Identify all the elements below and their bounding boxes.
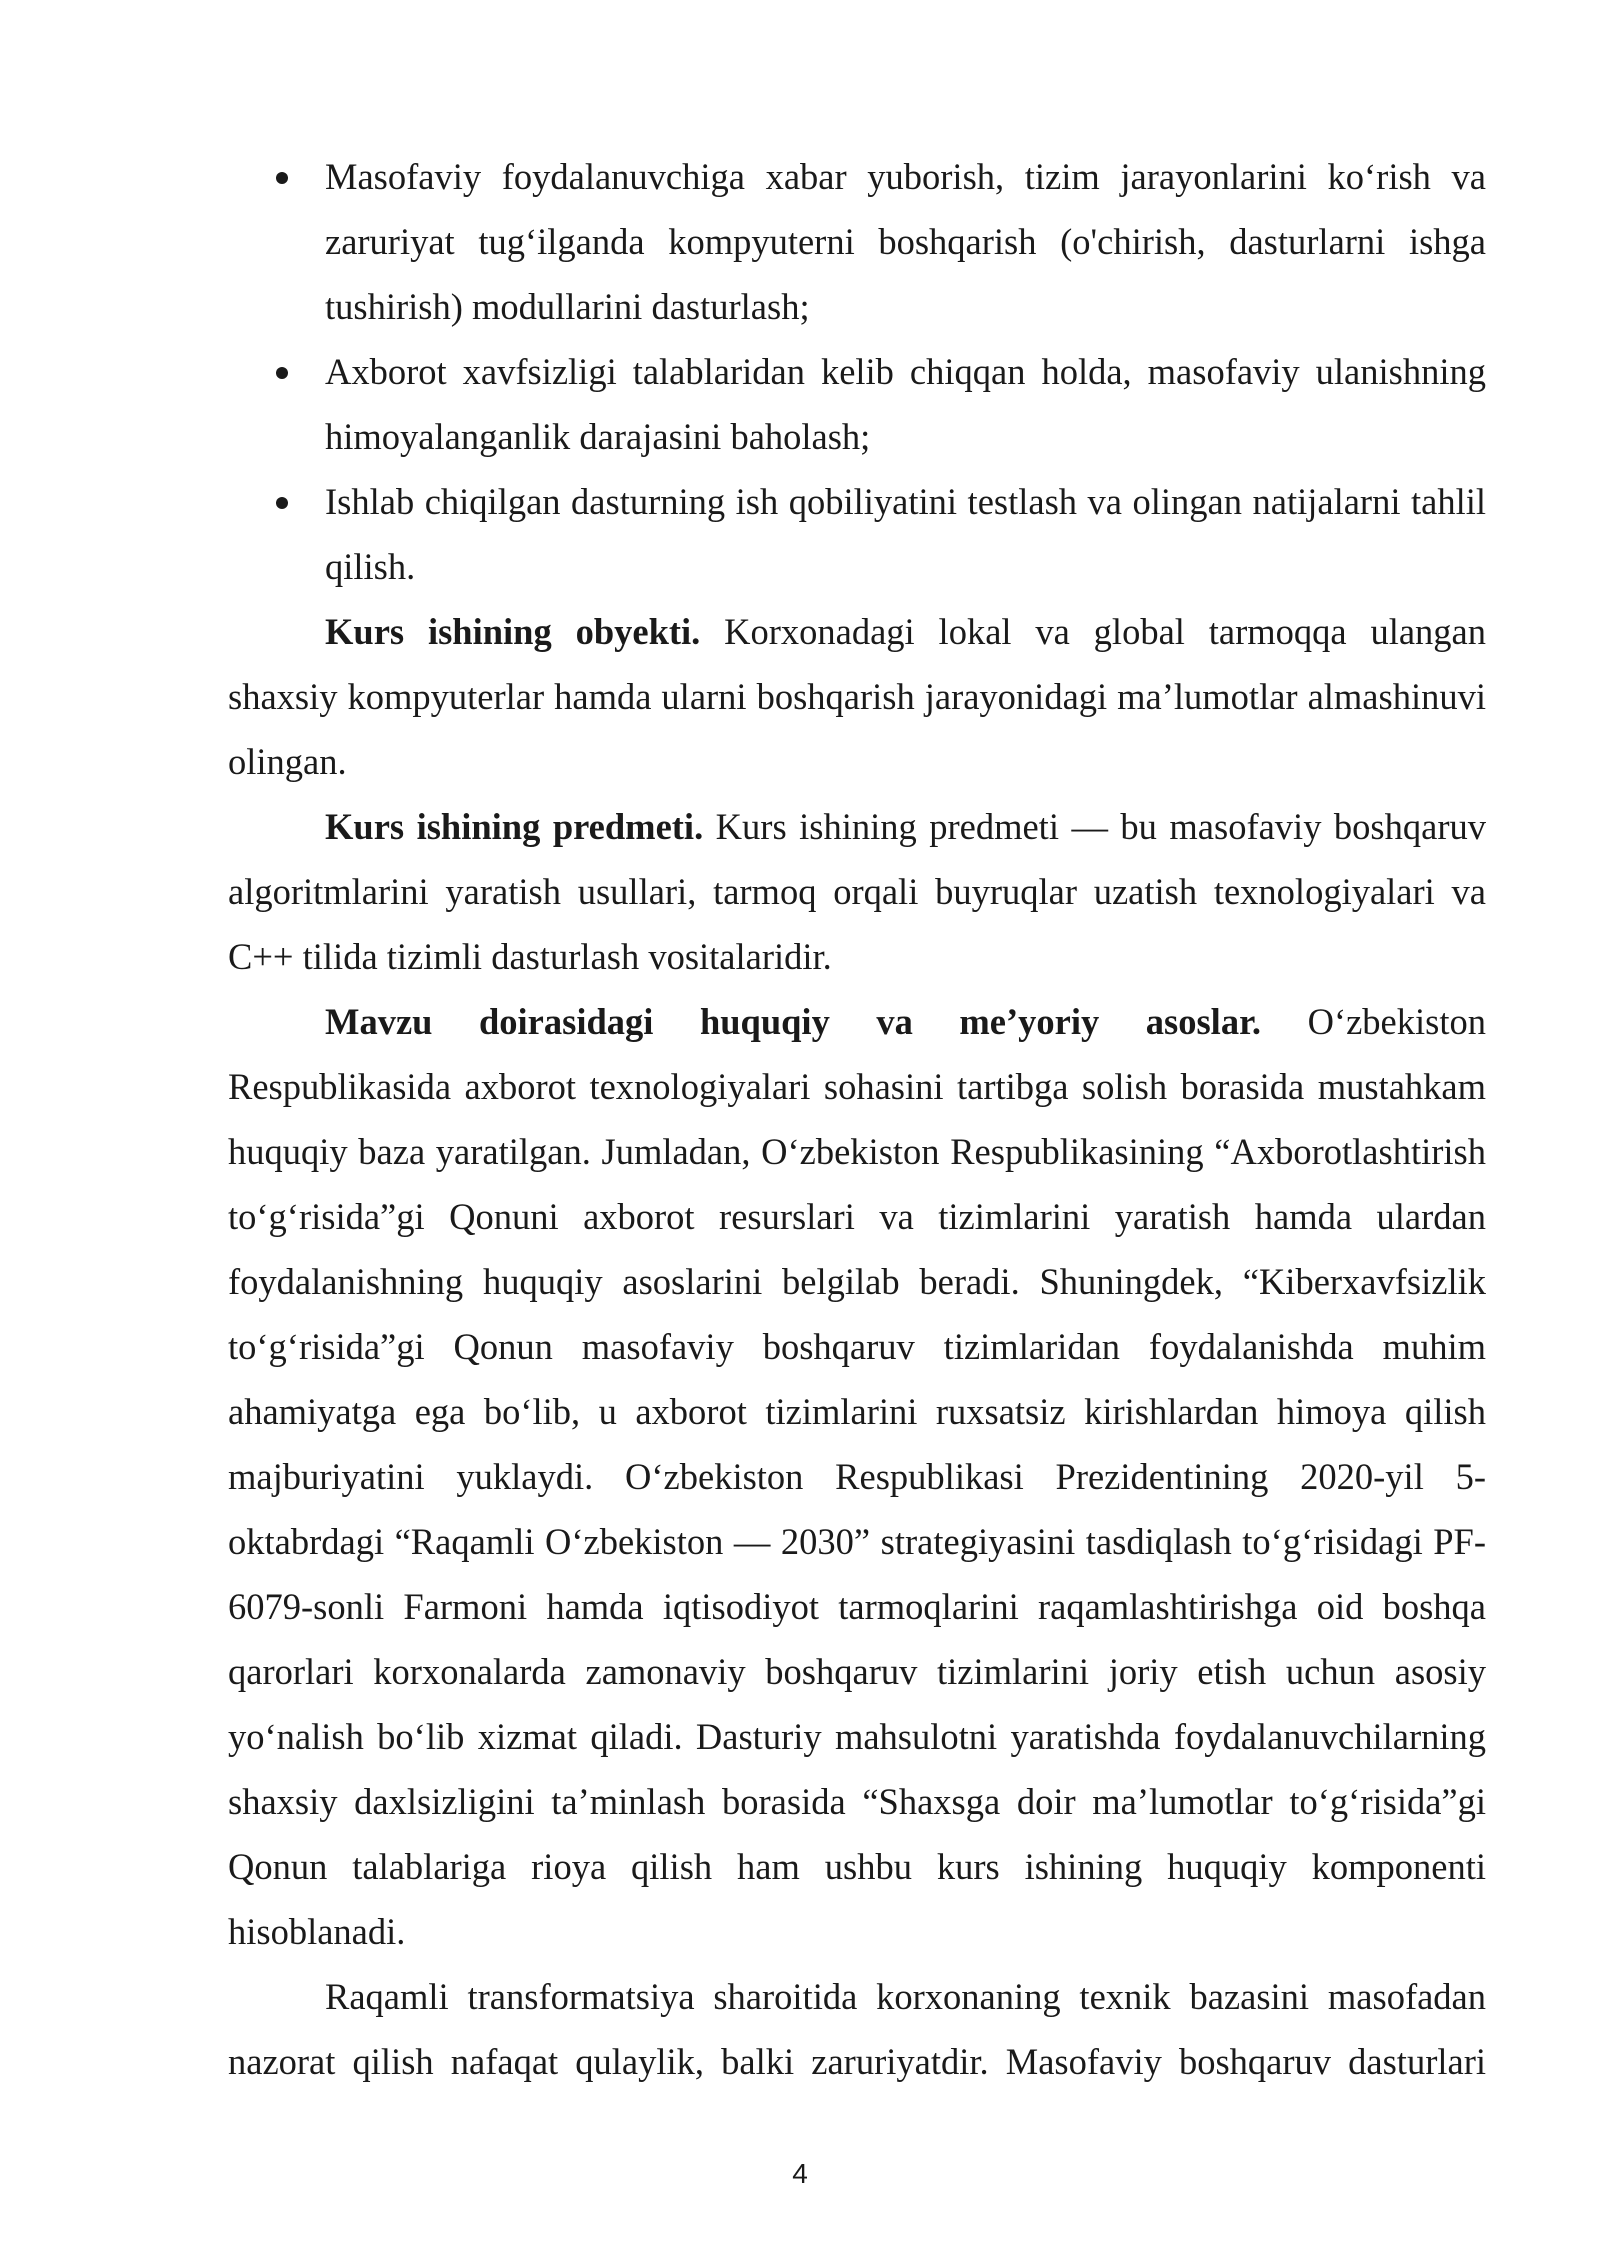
- list-item-text: Masofaviy foydalanuvchiga xabar yuborish, tizim jarayonlarini ko‘rish va zaruriyat tug‘ilganda kompyuterni boshqarish (o'chirish, dasturlarni ishga tushirish) modullarini dasturlash;: [325, 156, 1486, 327]
- paragraph-heading: Kurs ishining predmeti.: [325, 806, 704, 847]
- list-item: [228, 144, 1486, 339]
- paragraph-text: Raqamli transformatsiya sharoitida korxonaning texnik bazasini masofadan nazorat qilish nafaqat qulaylik, balki zaruriyatdir. Masofaviy boshqaruv dasturlari: [228, 1976, 1486, 2082]
- page-content: [228, 144, 1486, 2094]
- bullet-icon: [276, 497, 288, 509]
- list-item-text: Axborot xavfsizligi talablaridan kelib chiqqan holda, masofaviy ulanishning himoyalanganlik darajasini baholash;: [325, 351, 1486, 457]
- list-item-text: Ishlab chiqilgan dasturning ish qobiliyatini testlash va olingan natijalarni tahlil qilish.: [325, 481, 1486, 587]
- paragraph-heading: Mavzu doirasidagi huquqiy va me’yoriy asoslar.: [325, 1001, 1262, 1042]
- paragraph-heading: Kurs ishining obyekti.: [325, 611, 701, 652]
- task-list: [228, 144, 1486, 599]
- bullet-icon: [276, 172, 288, 184]
- page-number: 4: [792, 2158, 808, 2189]
- paragraph-object: [228, 599, 1486, 794]
- paragraph-closing: [228, 1964, 1486, 2094]
- list-item: [228, 469, 1486, 599]
- paragraph-text: Kurs ishining predmeti — bu masofaviy boshqaruv algoritmlarini yaratish usullari, tarmoq orqali buyruqlar uzatish texnologiyalari va C++ tilida tizimli dasturlash vositalaridir.: [228, 806, 1486, 977]
- bullet-icon: [276, 367, 288, 379]
- paragraph-text: Korxonadagi lokal va global tarmoqqa ulangan shaxsiy kompyuterlar hamda ularni boshqarish jarayonidagi ma’lumotlar almashinuvi olingan.: [228, 611, 1486, 782]
- paragraph-legal-basis: [228, 989, 1486, 1964]
- list-item: [228, 339, 1486, 469]
- paragraph-subject: [228, 794, 1486, 989]
- paragraph-text: O‘zbekiston Respublikasida axborot texnologiyalari sohasini tartibga solish borasida mustahkam huquqiy baza yaratilgan. Jumladan, O‘zbekiston Respublikasining “Axborotlashtirish to‘g‘risida”gi Qonuni axborot resurslari va tizimlarini yaratish hamda ulardan foydalanishning huquqiy asoslarini belgilab beradi. Shuningdek, “Kiberxavfsizlik to‘g‘risida”gi Qonun masofaviy boshqaruv tizimlaridan foydalanishda muhim ahamiyatga ega bo‘lib, u axborot tizimlarini ruxsatsiz kirishlardan himoya qilish majburiyatini yuklaydi. O‘zbekiston Respublikasi Prezidentining 2020-yil 5-oktabrdagi “Raqamli O‘zbekiston — 2030” strategiyasini tasdiqlash to‘g‘risidagi PF-6079-sonli Farmoni hamda iqtisodiyot tarmoqlarini raqamlashtirishga oid boshqa qarorlari korxonalarda zamonaviy boshqaruv tizimlarini joriy etish uchun asosiy yo‘nalish bo‘lib xizmat qiladi. Dasturiy mahsulotni yaratishda foydalanuvchilarning shaxsiy daxlsizligini ta’minlash borasida “Shaxsga doir ma’lumotlar to‘g‘risida”gi Qonun talablariga rioya qilish ham ushbu kurs ishining huquqiy komponenti hisoblanadi.: [228, 1001, 1486, 1952]
